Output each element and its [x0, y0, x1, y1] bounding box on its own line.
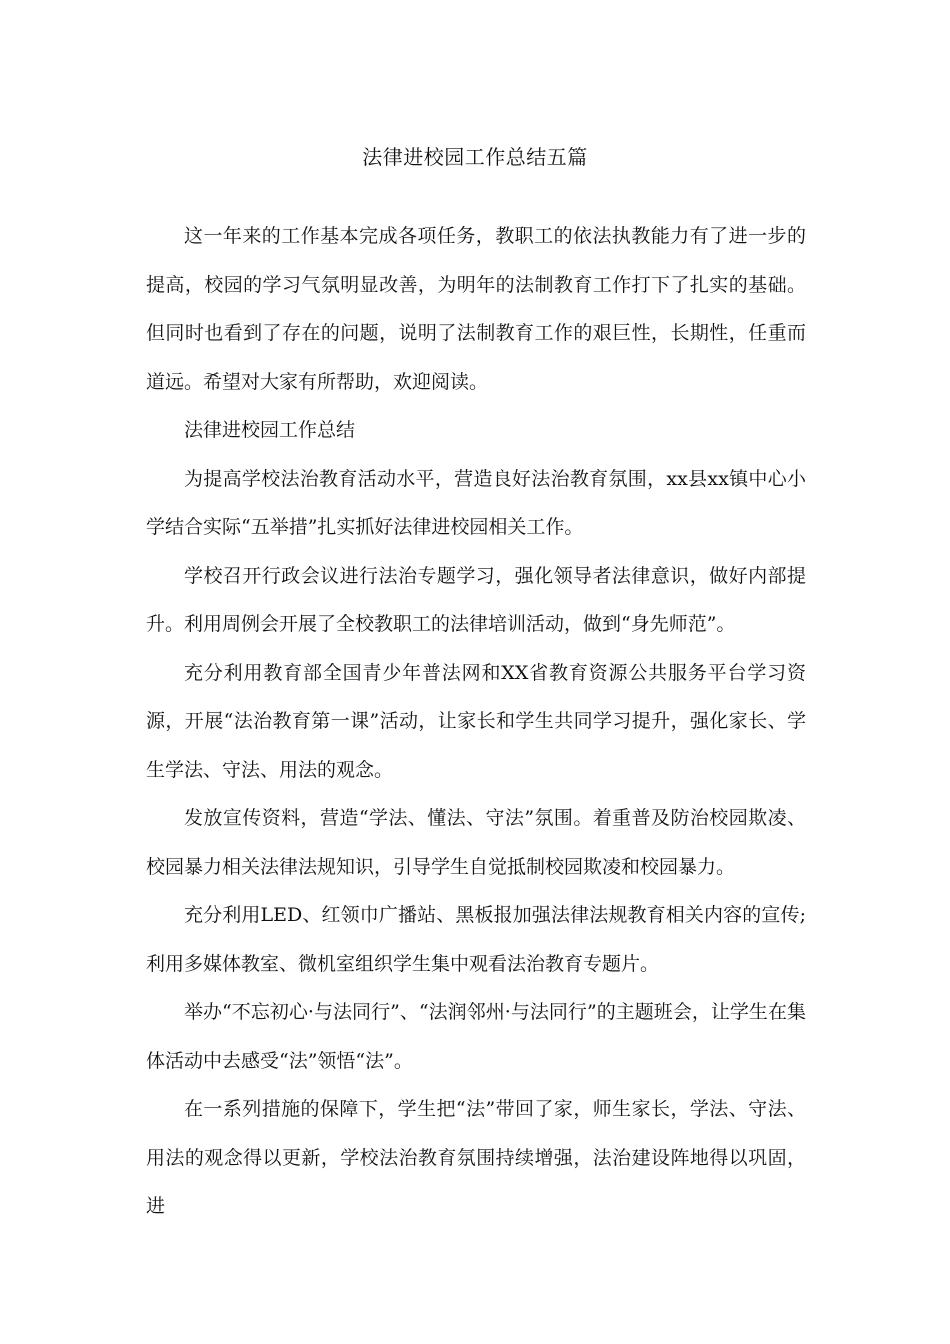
paragraph: 举办“不忘初心·与法同行”、“法润邻州·与法同行”的主题班会，让学生在集体活动中去感受“法”领悟“法”。 [146, 1001, 806, 1072]
paragraph: 学校召开行政会议进行法治专题学习，强化领导者法律意识，做好内部提升。利用周例会开展了全校教职工的法律培训活动，做到“身先师范”。 [146, 564, 806, 635]
document-title: 法律进校园工作总结五篇 [362, 145, 588, 169]
paragraph: 为提高学校法治教育活动水平，营造良好法治教育氛围，xx县xx镇中心小学结合实际“五举措”扎实抓好法律进校园相关工作。 [146, 467, 806, 538]
paragraph: 发放宣传资料，营造“学法、懂法、守法”氛围。着重普及防治校园欺凌、校园暴力相关法律法规知识，引导学生自觉抵制校园欺凌和校园暴力。 [146, 807, 806, 878]
paragraph-section-heading: 法律进校园工作总结 [184, 419, 356, 441]
paragraph: 在一系列措施的保障下，学生把“法”带回了家，师生家长，学法、守法、用法的观念得以更新，学校法治教育氛围持续增强，法治建设阵地得以巩固，进 [146, 1098, 806, 1217]
paragraph: 充分利用LED、红领巾广播站、黑板报加强法律法规教育相关内容的宣传;利用多媒体教室、微机室组织学生集中观看法治教育专题片。 [146, 904, 806, 975]
paragraph-intro: 这一年来的工作基本完成各项任务，教职工的依法执教能力有了进一步的提高，校园的学习气氛明显改善，为明年的法制教育工作打下了扎实的基础。但同时也看到了存在的问题，说明了法制教育工作的艰巨性，长期性，任重而道远。希望对大家有所帮助，欢迎阅读。 [146, 225, 806, 393]
paragraph: 充分利用教育部全国青少年普法网和XX省教育资源公共服务平台学习资源，开展“法治教育第一课”活动，让家长和学生共同学习提升，强化家长、学生学法、守法、用法的观念。 [146, 661, 806, 781]
document-body [146, 212, 806, 1231]
